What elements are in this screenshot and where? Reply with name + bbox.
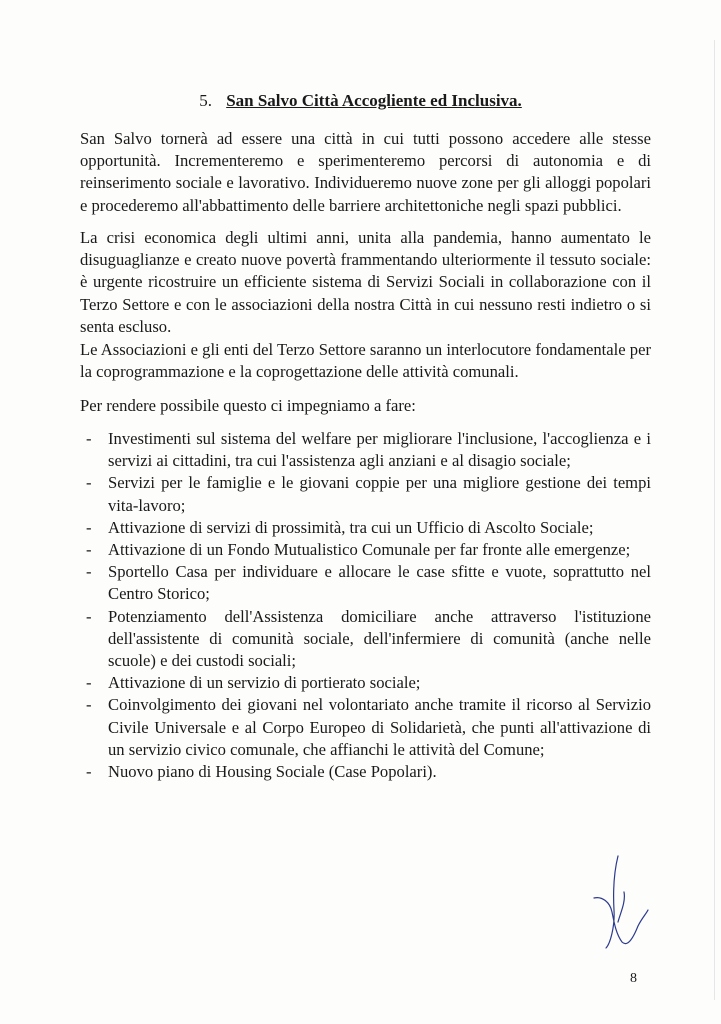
list-item [80,606,651,673]
list-item [80,561,651,605]
list-item-text: Coinvolgimento dei giovani nel volontariato anche tramite il ricorso al Servizio Civile Universale e al Corpo Europeo di Solidarietà, che punti all'attivazione di un servizio civico comunale, che affianchi le attività del Comune; [108,695,651,759]
list-item-text: Attivazione di un Fondo Mutualistico Comunale per far fronte alle emergenze; [108,540,631,560]
page-number: 8 [630,971,637,986]
paragraph-associations: Le Associazioni e gli enti del Terzo Settore saranno un interlocutore fondamentale per la coprogrammazione e la coprogettazione delle attività comunali. [80,340,651,382]
signature-stroke [594,856,648,948]
list-item [80,694,651,761]
page-edge-line [714,40,715,1000]
list-item-text: Nuovo piano di Housing Sociale (Case Popolari). [108,762,437,782]
paragraph-commitment: Per rendere possibile questo ci impegniamo a fare: [80,396,416,415]
list-dash: - [86,695,92,715]
list-dash: - [86,606,92,626]
list-dash: - [86,517,92,537]
paragraph-intro: San Salvo tornerà ad essere una città in cui tutti possono accedere alle stesse opportunità. Incrementeremo e sperimenteremo percorsi di autonomia e di reinserimento sociale e lavorativo. Individueremo nuove zone per gli alloggi popolari e procederemo all'abbattimento delle barriere architettoniche negli spazi pubblici. [80,129,651,215]
list-dash: - [86,473,92,493]
section-heading [0,90,721,112]
list-dash: - [86,429,92,448]
list-dash: - [86,540,92,560]
list-item-text: Investimenti sul sistema del welfare per migliorare l'inclusione, l'accoglienza e i servizi ai cittadini, tra cui l'assistenza agli anziani e al disagio sociale; [108,429,651,471]
list-item [80,761,651,783]
list-item [80,428,651,472]
list-item-text: Sportello Casa per individuare e allocare le case sfitte e vuote, soprattutto nel Centro Storico; [108,562,651,604]
list-item-text: Potenziamento dell'Assistenza domiciliare anche attraverso l'istituzione dell'assistente di comunità sociale, dell'infermiere di comunità (anche nelle scuole) e dei custodi sociali; [108,606,651,671]
list-item [80,672,651,694]
list-item [80,517,651,539]
list-item [80,472,651,516]
list-item-text: Attivazione di servizi di prossimità, tra cui un Ufficio di Ascolto Sociale; [108,517,594,537]
list-item-text: Attivazione di un servizio di portierato sociale; [108,673,421,693]
list-dash: - [86,673,92,693]
list-item-text: Servizi per le famiglie e le giovani coppie per una migliore gestione dei tempi vita-lavoro; [108,473,651,515]
list-item [80,539,651,561]
commitments-list [80,428,651,783]
section-number: 5. [199,91,212,110]
handwritten-signature [580,852,660,952]
section-title: San Salvo Città Accogliente ed Inclusiva. [226,91,522,110]
list-dash: - [86,762,92,782]
paragraph-crisis: La crisi economica degli ultimi anni, unita alla pandemia, hanno aumentato le disuguaglianze e creato nuove povertà frammentando ulteriormente il tessuto sociale: è urgente ricostruire un efficiente sistema di Servizi Sociali in collaborazione con il Terzo Settore e con le associazioni della nostra Città in cui nessuno resti indietro o si senta escluso. [80,228,651,336]
list-dash: - [86,562,92,582]
